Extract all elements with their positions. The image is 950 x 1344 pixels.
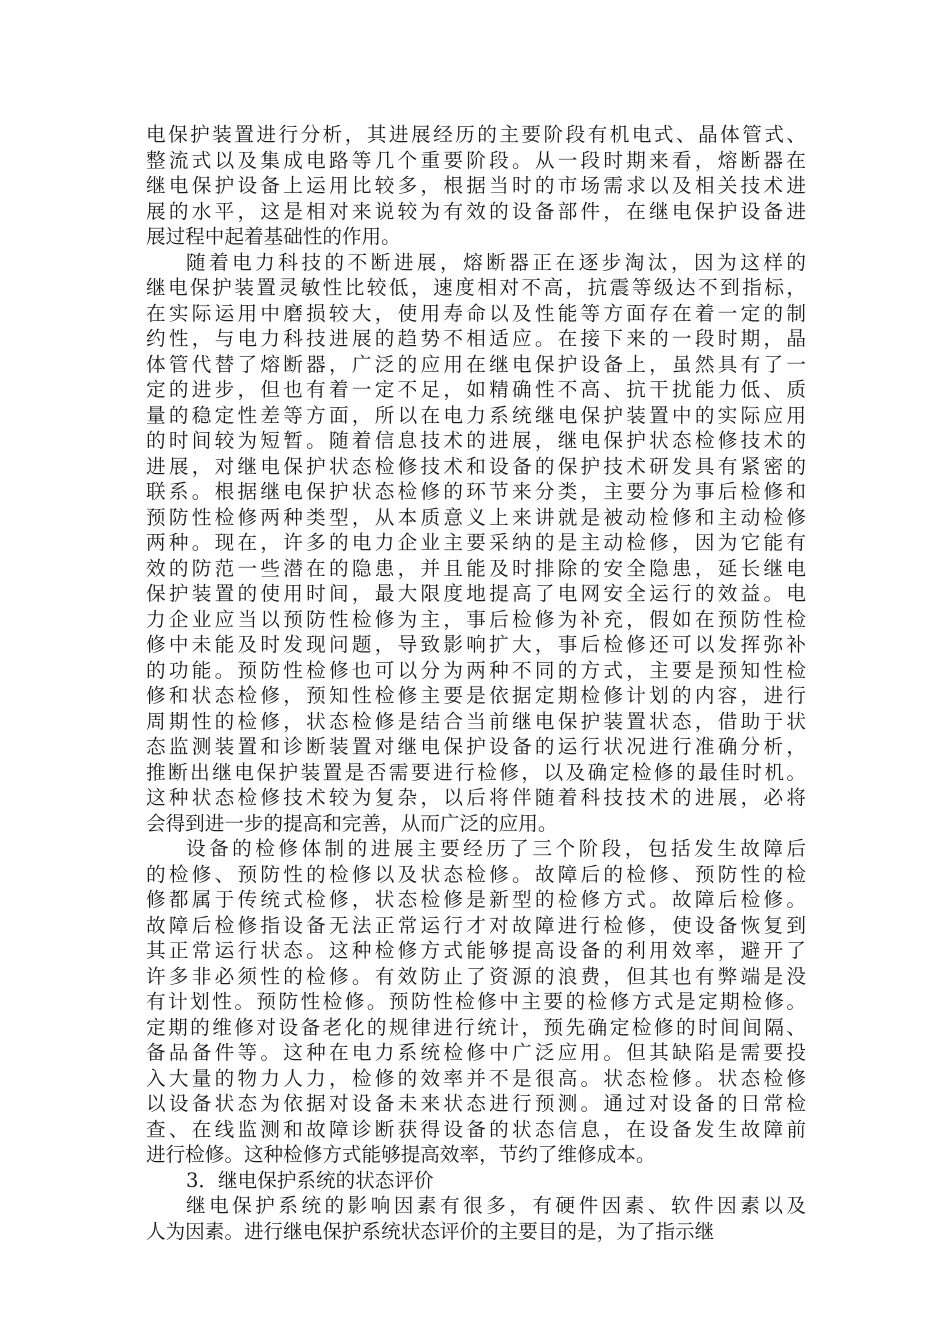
text-line: 整流式以及集成电路等几个重要阶段。从一段时期来看，熔断器在 [146,148,806,172]
text-line: 会得到进一步的提高和完善，从而广泛的应用。 [146,811,558,835]
text-line: 推断出继电保护装置是否需要进行检修，以及确定检修的最佳时机。 [146,760,806,784]
text-line: 态监测装置和诊断装置对继电保护设备的运行状况进行准确分析， [146,735,806,758]
text-line: 约性，与电力科技进展的趋势不相适应。在接下来的一段时期，晶 [146,327,806,350]
text-line: 在实际运用中磨损较大，使用寿命以及性能等方面存在着一定的制 [146,301,806,325]
document-body [146,122,806,1244]
text-line: 继电保护系统的影响因素有很多，有硬件因素、软件因素以及 [186,1194,806,1217]
text-line: 修和状态检修，预知性检修主要是依据定期检修计划的内容，进行 [146,684,806,707]
heading-text: 3．继电保护系统的状态评价 [186,1168,434,1192]
text-line: 进行检修。这种检修方式能够提高效率，节约了维修成本。 [146,1143,656,1166]
text-line: 周期性的检修，状态检修是结合当前继电保护装置状态，借助于状 [146,709,806,733]
text-line: 量的稳定性差等方面，所以在电力系统继电保护装置中的实际应用 [146,403,806,427]
text-line: 电保护装置进行分析，其进展经历的主要阶段有机电式、晶体管式、 [146,123,806,146]
text-line: 修中未能及时发现问题，导致影响扩大，事后检修还可以发挥弥补 [146,633,806,656]
text-line: 联系。根据继电保护状态检修的环节来分类，主要分为事后检修和 [146,480,806,503]
text-line: 定的进步，但也有着一定不足，如精确性不高、抗干扰能力低、质 [146,378,806,401]
text-line: 查、在线监测和故障诊断获得设备的状态信息，在设备发生故障前 [146,1117,806,1141]
text-line: 人为因素。进行继电保护系统状态评价的主要目的是，为了指示继 [146,1219,715,1243]
text-line: 体管代替了熔断器，广泛的应用在继电保护设备上，虽然具有了一 [146,352,806,376]
text-line: 随着电力科技的不断进展，熔断器正在逐步淘汰，因为这样的 [186,250,806,274]
text-line: 继电保护装置灵敏性比较低，速度相对不高，抗震等级达不到指标， [146,276,806,299]
text-line: 有计划性。预防性检修。预防性检修中主要的检修方式是定期检修。 [146,990,806,1013]
text-line: 修都属于传统式检修，状态检修是新型的检修方式。故障后检修。 [146,888,806,911]
text-line: 展的水平，这是相对来说较为有效的设备部件，在继电保护设备进 [146,199,806,223]
text-line: 展过程中起着基础性的作用。 [146,225,401,248]
text-line: 备品备件等。这种在电力系统检修中广泛应用。但其缺陷是需要投 [146,1041,806,1064]
section-heading [146,1168,806,1194]
paragraph [146,250,806,837]
text-line: 力企业应当以预防性检修为主，事后检修为补充，假如在预防性检 [146,607,806,631]
text-line: 进展，对继电保护状态检修技术和设备的保护技术研发具有紧密的 [146,454,806,478]
text-line: 的检修、预防性的检修以及状态检修。故障后的检修、预防性的检 [146,862,806,886]
text-line: 入大量的物力人力，检修的效率并不是很高。状态检修。状态检修 [146,1066,806,1090]
text-line: 以设备状态为依据对设备未来状态进行预测。通过对设备的日常检 [146,1092,806,1115]
text-line: 其正常运行状态。这种检修方式能够提高设备的利用效率，避开了 [146,939,806,962]
paragraph [146,836,806,1168]
text-line: 两种。现在，许多的电力企业主要采纳的是主动检修，因为它能有 [146,531,806,554]
text-line: 许多非必须性的检修。有效防止了资源的浪费，但其也有弊端是没 [146,964,806,988]
text-line: 继电保护设备上运用比较多，根据当时的市场需求以及相关技术进 [146,174,806,197]
paragraph [146,1193,806,1244]
text-line: 效的防范一些潜在的隐患，并且能及时排除的安全隐患，延长继电 [146,556,806,580]
text-line: 保护装置的使用时间，最大限度地提高了电网安全运行的效益。电 [146,582,806,605]
text-line: 的时间较为短暂。随着信息技术的进展，继电保护状态检修技术的 [146,429,806,452]
text-line: 设备的检修体制的进展主要经历了三个阶段，包括发生故障后 [186,837,806,860]
text-line: 故障后检修指设备无法正常运行才对故障进行检修，使设备恢复到 [146,913,806,937]
paragraph [146,122,806,250]
text-line: 预防性检修两种类型，从本质意义上来讲就是被动检修和主动检修 [146,505,806,529]
text-line: 的功能。预防性检修也可以分为两种不同的方式，主要是预知性检 [146,658,806,682]
text-line: 定期的维修对设备老化的规律进行统计，预先确定检修的时间间隔、 [146,1015,806,1039]
text-line: 这种状态检修技术较为复杂，以后将伴随着科技技术的进展，必将 [146,786,806,809]
